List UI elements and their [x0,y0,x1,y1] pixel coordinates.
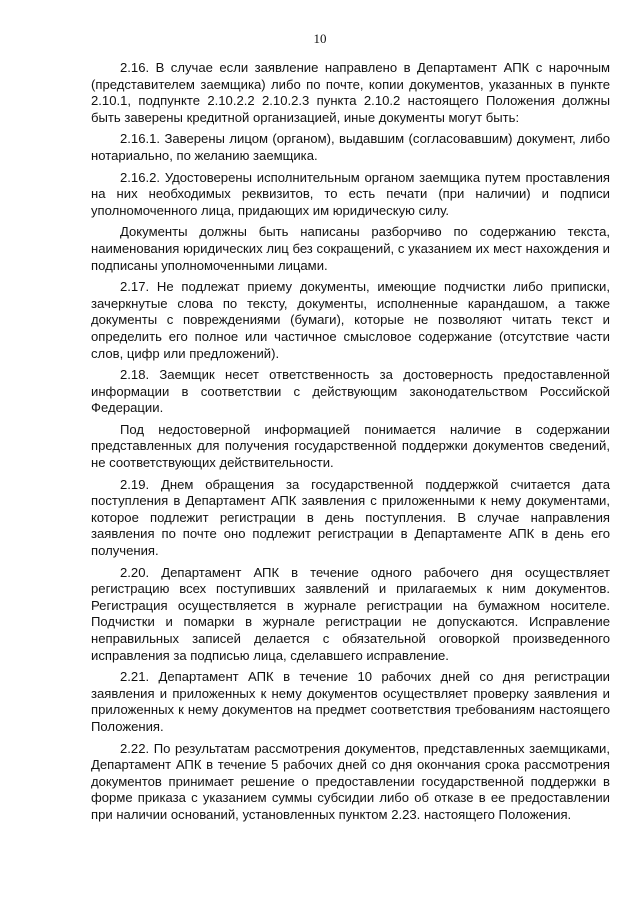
paragraph-2-16-2: 2.16.2. Удостоверены исполнительным органом заемщика путем проставления на них необходимых реквизитов, то есть печати (при наличии) и подписи уполномоченного лица, придающих им юридическую силу. [91,169,610,218]
paragraph-2-18: 2.18. Заемщик несет ответственность за достоверность предоставленной информации в соответствии с действующим законодательством Российской Федерации. [91,367,610,416]
page-number: 10 [313,31,327,46]
paragraph-false-information: Под недостоверной информацией понимается наличие в содержании представленных для получения государственной поддержки документов сведений, не соответствующих действительности. [91,421,610,471]
paragraph-2-20: 2.20. Департамент АПК в течение одного рабочего дня осуществляет регистрацию всех поступивших заявлений и прилагаемых к ним документов. Регистрация осуществляется в журнале регистрации на бумажном носителе. Подчистки и помарки в журнале регистрации не допускаются. Исправление неправильных записей делается с обязательной оговоркой произведенного исправления за подписью лица, сделавшего исправление. [91,564,610,663]
paragraph-2-16-1: 2.16.1. Заверены лицом (органом), выдавшим (согласовавшим) документ, либо нотариально, по желанию заемщика. [91,131,610,163]
document-body [91,60,610,829]
paragraph-2-19: 2.19. Днем обращения за государственной поддержкой считается дата поступления в Департамент АПК заявления с приложенными к нему документами, которое подлежит регистрации в день поступления. В случае направления заявления по почте оно подлежит регистрации в Департаменте АПК в день его получения. [91,476,610,559]
paragraph-2-17: 2.17. Не подлежат приему документы, имеющие подчистки либо приписки, зачеркнутые слова по тексту, документы, исполненные карандашом, а также документы с повреждениями (бумаги), которые не позволяют читать текст и определить его полное или частичное смысловое содержание (отсутствие части слов, цифр или предложений). [91,279,610,361]
paragraph-documents-requirements: Документы должны быть написаны разборчиво по содержанию текста, наименования юридических лиц без сокращений, с указанием их мест нахождения и подписаны уполномоченными лицами. [91,224,610,273]
paragraph-2-21: 2.21. Департамент АПК в течение 10 рабочих дней со дня регистрации заявления и приложенных к нему документов осуществляет проверку заявления и приложенных к нему документов на предмет соответствия требованиям настоящего Положения. [91,669,610,734]
paragraph-2-22: 2.22. По результатам рассмотрения документов, представленных заемщиками, Департамент АПК в течение 5 рабочих дней со дня окончания срока рассмотрения документов принимает решение о предоставлении государственной поддержки в форме приказа с указанием суммы субсидии либо об отказе в ее предоставлении при наличии оснований, установленных пунктом 2.23. настоящего Положения. [91,740,610,822]
paragraph-2-16: 2.16. В случае если заявление направлено в Департамент АПК с нарочным (представителем заемщика) либо по почте, копии документов, указанных в пункте 2.10.1, подпункте 2.10.2.2 2.10.2.3 пункта 2.10.2 настоящего Положения должны быть заверены кредитной организацией, иные документы могут быть: [91,60,610,125]
